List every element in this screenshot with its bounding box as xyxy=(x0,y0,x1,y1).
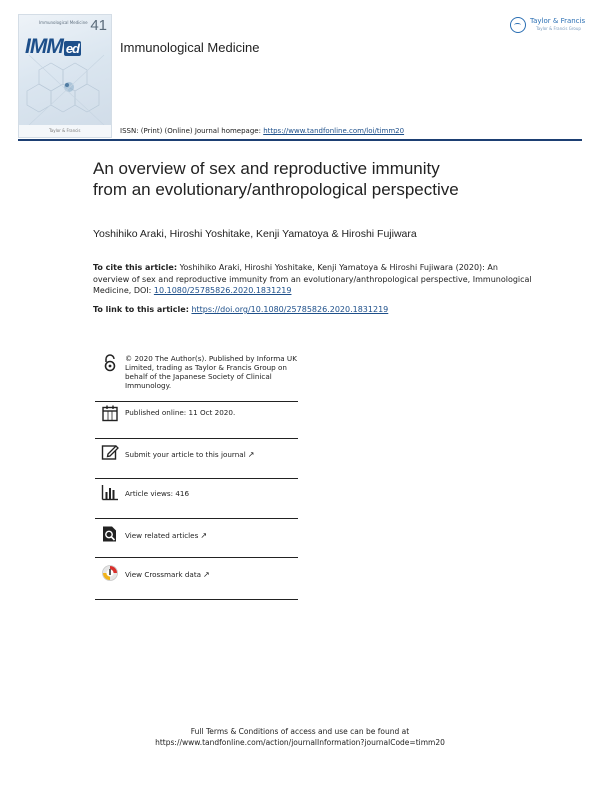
article-title-line1: An overview of sex and reproductive immunity xyxy=(93,159,440,178)
submit-article-link[interactable] xyxy=(125,450,297,459)
article-title-line2: from an evolutionary/anthropological perspective xyxy=(93,180,459,199)
journal-homepage-link[interactable]: https://www.tandfonline.com/loi/timm20 xyxy=(263,127,405,135)
crossmark-link[interactable] xyxy=(125,570,297,579)
open-access-icon xyxy=(101,354,119,372)
related-articles-icon xyxy=(101,525,119,543)
article-doi-url[interactable]: https://doi.org/10.1080/25785826.2020.1831219 xyxy=(191,305,389,314)
external-link-icon: ↗ xyxy=(203,570,210,579)
cover-header-text: Immunological Medicine xyxy=(39,20,88,25)
cover-logo-suffix: ed xyxy=(65,41,79,56)
views-item xyxy=(95,479,298,519)
related-articles-link[interactable] xyxy=(125,531,297,540)
publisher-name: Taylor & Francis xyxy=(530,17,586,25)
article-link-line xyxy=(93,305,388,314)
footer-terms-url[interactable]: https://www.tandfonline.com/action/journalInformation?journalCode=timm20 xyxy=(155,738,445,747)
cover-footer xyxy=(19,125,111,137)
article-title xyxy=(93,158,553,200)
cover-logo-main: IMM xyxy=(25,35,63,58)
submit-item[interactable] xyxy=(95,439,298,479)
publisher-logo[interactable] xyxy=(510,15,590,37)
article-authors: Yoshihiko Araki, Hiroshi Yoshitake, Kenji Yamatoya & Hiroshi Fujiwara xyxy=(93,228,417,240)
cover-logo xyxy=(25,35,81,59)
edit-icon xyxy=(101,443,119,461)
issn-line xyxy=(120,127,404,135)
related-item[interactable] xyxy=(95,519,298,558)
bar-chart-icon xyxy=(101,483,119,501)
header-divider xyxy=(18,139,582,141)
cover-footer-text: Taylor & Francis xyxy=(49,128,81,133)
cover-volume: 41 xyxy=(90,17,107,34)
crossmark-item[interactable] xyxy=(95,558,298,600)
external-link-icon: ↗ xyxy=(247,450,255,459)
copyright-item xyxy=(95,348,298,402)
external-link-icon: ↗ xyxy=(200,531,208,540)
journal-title: Immunological Medicine xyxy=(120,40,260,55)
citation-text: Yoshihiko Araki, Hiroshi Yoshitake, Kenji Yamatoya & Hiroshi Fujiwara (2020): An overview of sex and reproductive immunity from an evolutionary/anthropological perspective, Immunological Medicine, DOI: xyxy=(93,263,532,295)
footer-line1: Full Terms & Conditions of access and use can be found at xyxy=(190,727,410,736)
footer-terms xyxy=(0,726,600,748)
article-views: Article views: 416 xyxy=(125,489,190,498)
published-item xyxy=(95,402,298,439)
crossmark-text: View Crossmark data xyxy=(125,570,202,579)
copyright-text: © 2020 The Author(s). Published by Informa UK Limited, trading as Taylor & Francis Group on behalf of the Japanese Society of Clinical Immunology. xyxy=(125,354,297,390)
publisher-sub: Taylor & Francis Group xyxy=(536,26,581,31)
submit-article-text: Submit your article to this journal xyxy=(125,450,246,459)
citation-doi-link[interactable]: 10.1080/25785826.2020.1831219 xyxy=(153,286,292,295)
publisher-logo-icon xyxy=(510,17,526,33)
calendar-icon xyxy=(101,404,119,422)
crossmark-icon xyxy=(101,564,119,582)
related-articles-text: View related articles xyxy=(125,531,199,540)
citation-block xyxy=(93,262,533,297)
article-link-label: To link to this article: xyxy=(93,305,189,314)
citation-label: To cite this article: xyxy=(93,263,178,272)
journal-cover-image xyxy=(18,14,112,138)
published-date: Published online: 11 Oct 2020. xyxy=(125,408,236,417)
issn-text: ISSN: (Print) (Online) Journal homepage: xyxy=(120,127,261,135)
